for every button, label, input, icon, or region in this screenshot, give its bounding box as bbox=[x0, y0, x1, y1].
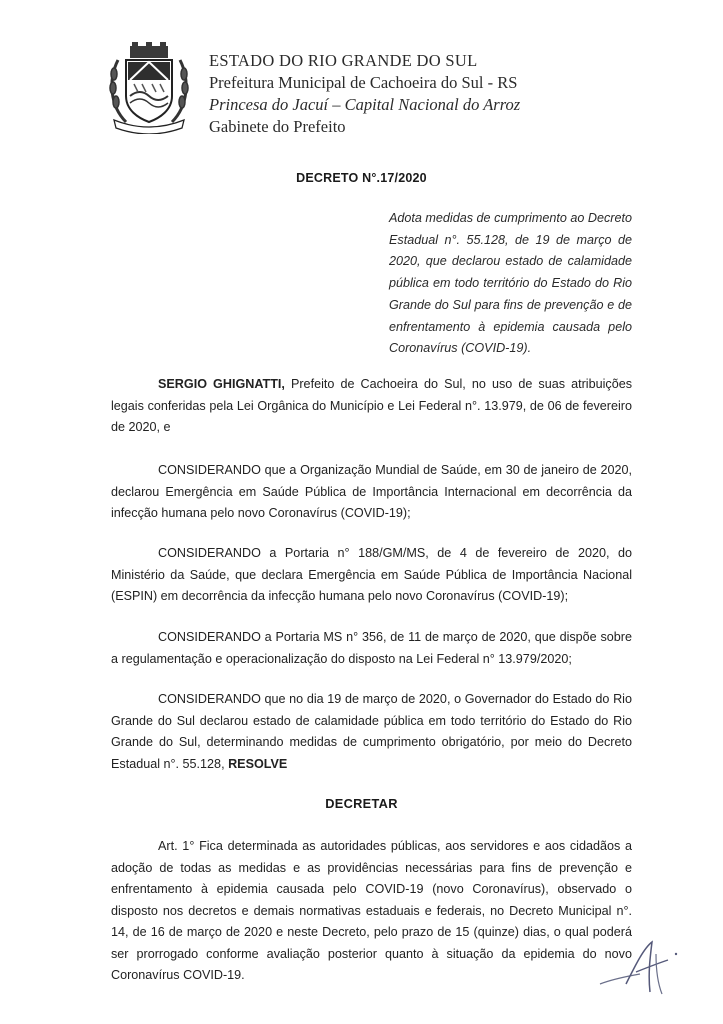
decree-summary: Adota medidas de cumprimento ao Decreto Estadual n°. 55.128, de 19 de março de 2020, que declarou estado de calamidade pública em todo território do Estado do Rio Grande do Sul para fins de prevenção e de enfrentamento à epidemia causada pelo Coronavírus (COVID-19). bbox=[389, 211, 632, 356]
letterhead bbox=[209, 50, 520, 138]
signature-initials bbox=[596, 934, 688, 998]
resolve-keyword: RESOLVE bbox=[228, 756, 288, 771]
decretar-heading: DECRETAR bbox=[325, 796, 398, 811]
considerando-paragraph-2: CONSIDERANDO a Portaria n° 188/GM/MS, de 4 de fevereiro de 2020, do Ministério da Saúde, que declara Emergência em Saúde Pública de Importância Nacional (ESPIN) em decorrência da infecção humana pelo novo Coronavírus (COVID-19); bbox=[111, 546, 632, 603]
municipal-crest-icon bbox=[104, 40, 194, 134]
considerando-paragraph-4: CONSIDERANDO que no dia 19 de março de 2020, o Governador do Estado do Rio Grande do Sul declarou estado de calamidade pública em todo território do Estado do Rio Grande do Sul, determinando medidas de cumprimento obrigatório, por meio do Decreto Estadual n°. 55.128, RESOLVE bbox=[111, 692, 632, 771]
preamble-text: Prefeito de Cachoeira do Sul, no uso de suas atribuições legais conferidas pela Lei Orgânica do Município e Lei Federal n°. 13.979, de 06 de fevereiro de 2020, e bbox=[111, 377, 632, 434]
letterhead-motto: Princesa do Jacuí – Capital Nacional do Arroz bbox=[209, 95, 521, 114]
considerando-paragraph-3: CONSIDERANDO a Portaria MS n° 356, de 11 de março de 2020, que dispõe sobre a regulamentação e operacionalização do disposto na Lei Federal n° 13.979/2020; bbox=[111, 630, 632, 666]
article-1-paragraph: Art. 1° Fica determinada as autoridades públicas, aos servidores e aos cidadãos a adoção de todas as medidas e as providências necessárias para fins de prevenção e enfrentamento à epidemia causada pelo COVID-19 (novo Coronavírus), observado o disposto nos decretos e demais normativas estaduais e federais, no Decreto Municipal n°. 14, de 16 de março de 2020 e neste Decreto, pelo prazo de 15 (quinze) dias, o qual poderá ser prorrogado conforme avaliação posterior quanto à situação da epidemia do novo Coronavírus COVID-19. bbox=[111, 839, 632, 982]
considerando-paragraph-1: CONSIDERANDO que a Organização Mundial de Saúde, em 30 de janeiro de 2020, declarou Emergência em Saúde Pública de Importância Internacional em decorrência da infecção humana pelo novo Coronavírus (COVID-19); bbox=[111, 463, 632, 520]
letterhead-state: ESTADO DO RIO GRANDE DO SUL bbox=[209, 51, 478, 70]
letterhead-office: Gabinete do Prefeito bbox=[209, 117, 346, 136]
mayor-name: SERGIO GHIGNATTI, bbox=[158, 377, 285, 391]
decree-title: DECRETO N°.17/2020 bbox=[296, 171, 427, 185]
preamble-paragraph bbox=[111, 374, 632, 439]
letterhead-prefecture: Prefeitura Municipal de Cachoeira do Sul - RS bbox=[209, 73, 518, 92]
